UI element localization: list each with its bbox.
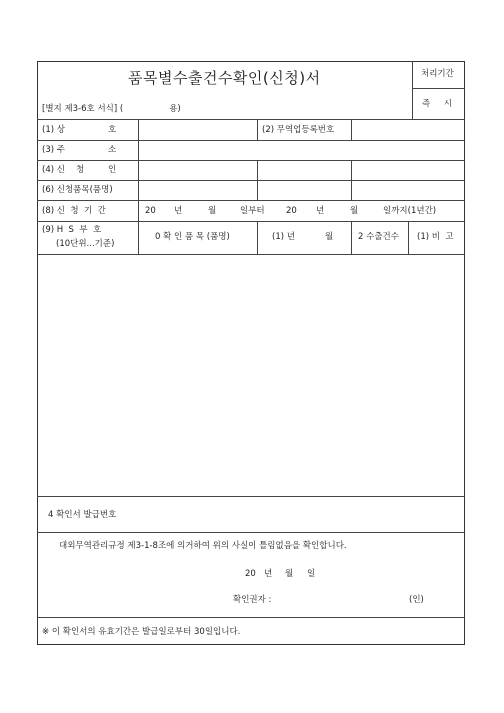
period-year-2: 20 (286, 206, 297, 216)
label-trade-name-b: 호 (108, 125, 117, 135)
period-month-1: 월 (208, 206, 217, 216)
period-year-1: 20 (145, 206, 156, 216)
rule-7 (37, 254, 465, 255)
col-div-r7c (408, 221, 409, 254)
period-month-2: 월 (350, 206, 359, 216)
rule-5 (37, 200, 465, 201)
label-applicant: (4) 신 (42, 165, 65, 175)
label-items: (6) 신청품목(품명) (42, 185, 113, 195)
label-hs-code-basis: (10단위...기준) (56, 239, 115, 249)
processing-rule (412, 88, 465, 89)
col-label-divider (138, 119, 139, 254)
rule-2 (37, 140, 465, 141)
col-header-count: 2 수출건수 (358, 232, 399, 242)
rule-1 (37, 119, 465, 120)
form-id (42, 104, 181, 114)
form-id-suffix: 용) (169, 104, 181, 114)
form-frame (37, 61, 465, 645)
label-trade-name: (1) 상 (42, 125, 65, 135)
label-applicant-c: 인 (108, 165, 117, 175)
rule-4 (37, 180, 465, 181)
label-registration-no: (2) 무역업등록번호 (262, 125, 335, 135)
issue-number-label: 4 확인서 발급번호 (48, 510, 117, 520)
page-title: 품목별수출건수확인(신청)서 (128, 69, 321, 87)
date-year: 20 (245, 569, 256, 579)
period-year-unit-2: 년 (316, 206, 325, 216)
date-year-unit: 년 (264, 569, 273, 579)
col-div-r7a (257, 221, 258, 254)
col-div-r1b (351, 119, 352, 140)
rule-6 (37, 221, 465, 222)
period-day-to: 일까지(1년간) (383, 206, 437, 216)
period-year-unit-1: 년 (174, 206, 183, 216)
label-hs-code: (9) H S 부 호 (42, 225, 102, 235)
col-div-r4b (351, 160, 352, 200)
statement: 대외무역관리규정 제3-1-8조에 의거하여 위의 사실이 틀림없음을 확인합니다. (59, 541, 347, 551)
confirmer-label: 확인권자 : (233, 595, 272, 605)
date-day: 일 (307, 569, 316, 579)
rule-9 (37, 532, 465, 533)
processing-label: 처리기간 (421, 69, 454, 79)
date-month: 월 (285, 569, 294, 579)
processing-value: 즉 시 (422, 99, 452, 109)
label-address-b: 소 (108, 145, 117, 155)
col-div-r1a (257, 119, 258, 140)
confirmer-seal: (인) (409, 595, 424, 605)
col-header-month: 월 (325, 232, 334, 242)
period-day-from: 일부터 (240, 206, 265, 216)
label-period: (8) 신 청 기 간 (42, 206, 106, 216)
col-div-r4 (257, 160, 258, 200)
rule-3 (37, 160, 465, 161)
label-applicant-b: 청 (76, 165, 85, 175)
col-header-remarks: (1) 비 고 (417, 232, 454, 242)
label-address: (3) 주 (42, 145, 65, 155)
col-header-items: 0 확 인 품 목 (품명) (155, 232, 230, 242)
rule-8 (37, 496, 465, 497)
form-id-prefix: [별지 제3-6호 서식] ( (42, 104, 124, 114)
rule-10 (37, 617, 465, 618)
col-header-year: (1) 년 (272, 232, 295, 242)
validity-note: ※ 이 확인서의 유효기간은 발급일로부터 30일입니다. (42, 627, 241, 637)
processing-divider (412, 61, 413, 119)
col-div-r7b (351, 221, 352, 254)
